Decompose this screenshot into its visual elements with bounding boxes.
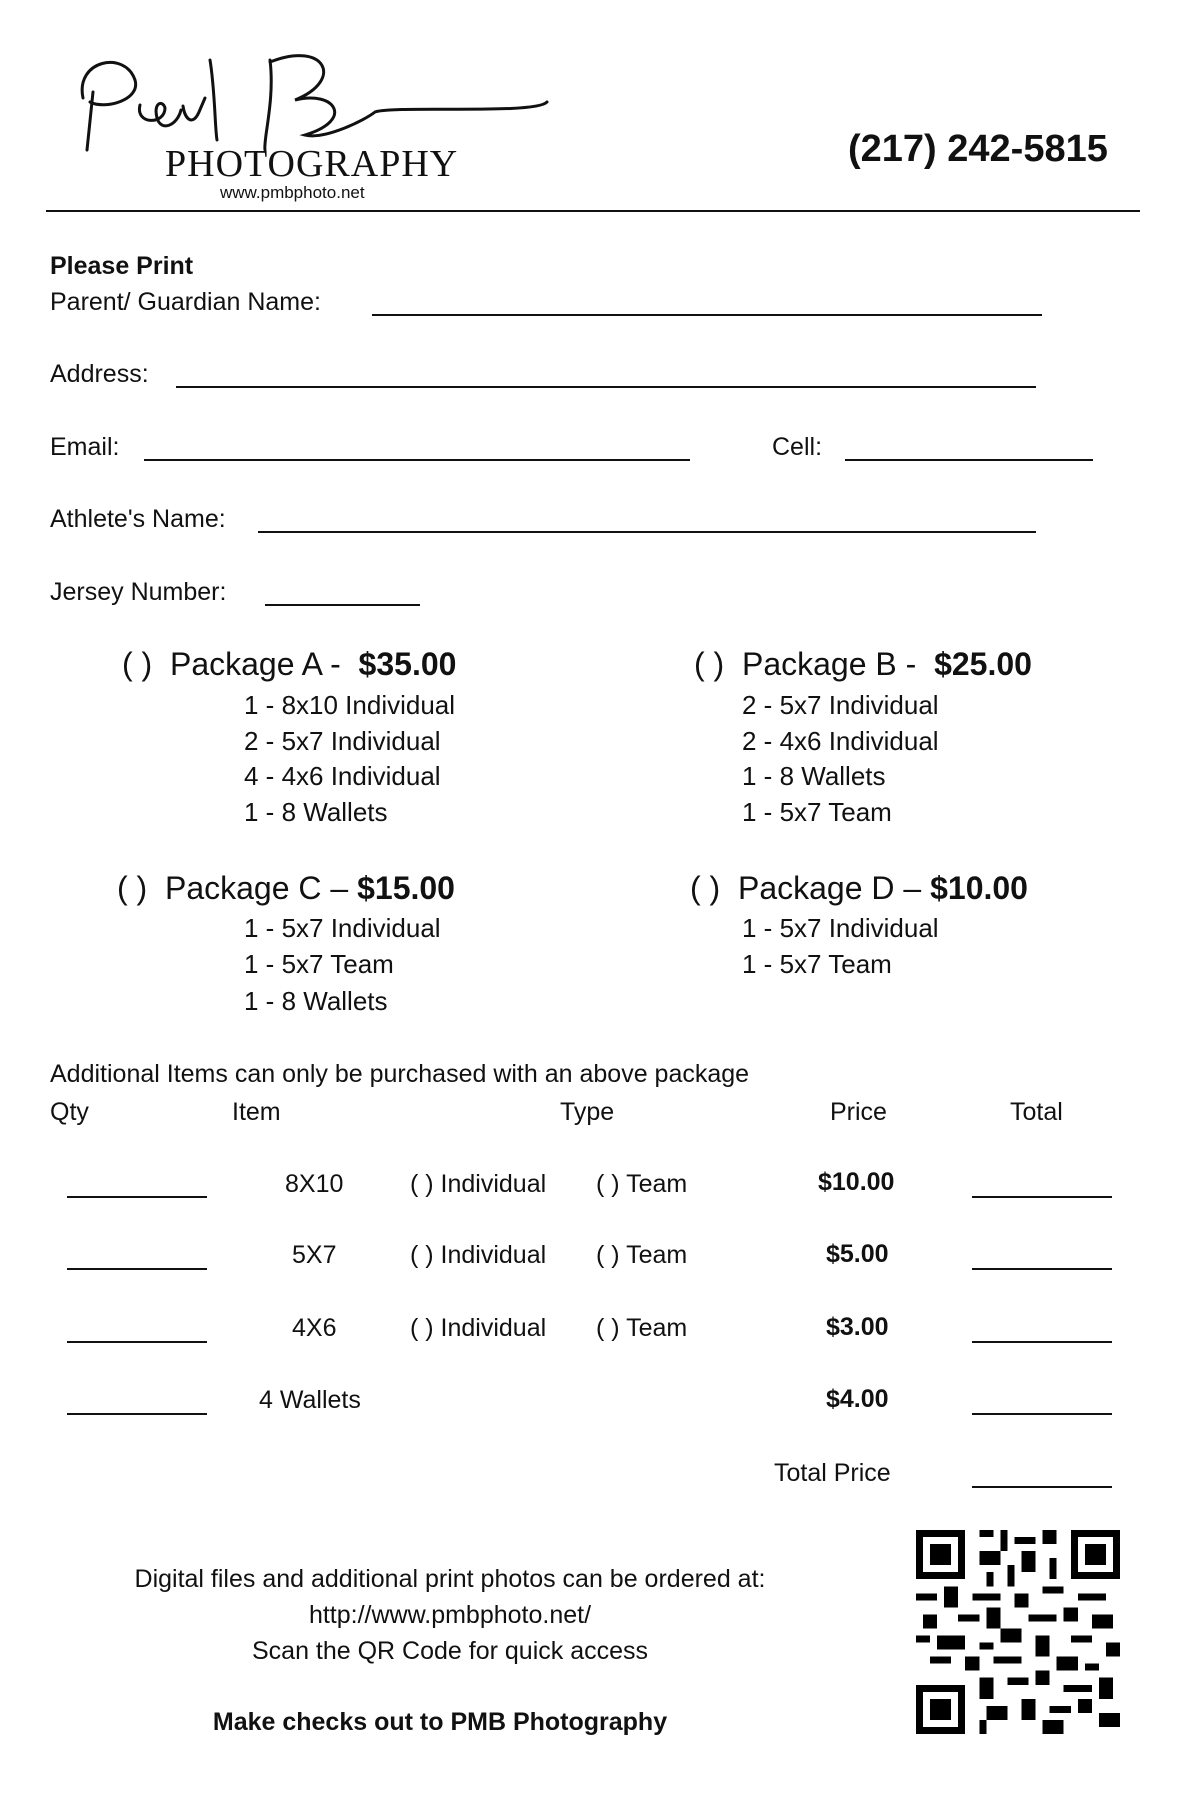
parent-name-label: Parent/ Guardian Name:	[50, 288, 321, 316]
email-label: Email:	[50, 433, 120, 461]
package-a-name: Package A -	[169, 646, 341, 682]
package-a-item: 2 - 5x7 Individual	[244, 726, 441, 756]
email-field[interactable]	[144, 459, 690, 461]
package-d-name: Package D –	[737, 870, 922, 906]
type-team-option[interactable]: ( ) Team	[596, 1314, 688, 1342]
total-field[interactable]	[972, 1196, 1112, 1198]
item-name: 4 Wallets	[259, 1386, 361, 1414]
package-b-name: Package B -	[741, 646, 917, 682]
type-team-option[interactable]: ( ) Team	[596, 1170, 688, 1198]
parent-name-field[interactable]	[372, 314, 1042, 316]
jersey-number-label: Jersey Number:	[50, 578, 227, 606]
col-header-item: Item	[232, 1098, 281, 1126]
package-a-item: 1 - 8x10 Individual	[244, 690, 456, 720]
package-a-title[interactable]	[122, 646, 456, 683]
package-b-checkbox[interactable]: ( )	[694, 646, 725, 682]
item-price: $4.00	[826, 1385, 889, 1413]
footer-checks-note: Make checks out to PMB Photography	[212, 1708, 668, 1736]
package-d-item: 1 - 5x7 Team	[742, 949, 892, 979]
qty-field[interactable]	[67, 1413, 207, 1415]
header-divider	[46, 210, 1140, 212]
please-print-label: Please Print	[50, 252, 194, 280]
footer-order-note: Digital files and additional print photos can be ordered at:	[134, 1565, 766, 1593]
type-individual-option[interactable]: ( ) Individual	[410, 1314, 547, 1342]
package-b-price: $25.00	[934, 646, 1032, 682]
package-c-price: $15.00	[357, 870, 455, 906]
athlete-name-label: Athlete's Name:	[50, 505, 226, 533]
package-c-title[interactable]	[117, 870, 455, 907]
package-a-checkbox[interactable]: ( )	[122, 646, 153, 682]
package-b-item: 1 - 5x7 Team	[742, 797, 892, 827]
type-individual-option[interactable]: ( ) Individual	[410, 1170, 547, 1198]
footer-qr-note: Scan the QR Code for quick access	[251, 1637, 649, 1665]
additional-items-note: Additional Items can only be purchased with an above package	[50, 1060, 750, 1088]
package-b-item: 2 - 4x6 Individual	[742, 726, 939, 756]
address-label: Address:	[50, 360, 149, 388]
col-header-total: Total	[1010, 1098, 1063, 1126]
package-c-item: 1 - 8 Wallets	[244, 986, 388, 1016]
cell-field[interactable]	[845, 459, 1093, 461]
qty-field[interactable]	[67, 1196, 207, 1198]
package-b-title[interactable]	[694, 646, 1032, 683]
total-price-label: Total Price	[774, 1459, 891, 1487]
jersey-number-field[interactable]	[265, 604, 420, 606]
item-name: 4X6	[292, 1314, 337, 1342]
col-header-type: Type	[560, 1098, 615, 1126]
package-d-price: $10.00	[930, 870, 1028, 906]
package-a-price: $35.00	[358, 646, 457, 682]
logo-url: www.pmbphoto.net	[220, 183, 365, 202]
type-team-option[interactable]: ( ) Team	[596, 1241, 688, 1269]
qty-field[interactable]	[67, 1341, 207, 1343]
package-c-item: 1 - 5x7 Individual	[244, 913, 441, 943]
phone-number: (217) 242-5815	[848, 128, 1108, 170]
total-field[interactable]	[972, 1341, 1112, 1343]
item-name: 8X10	[285, 1170, 344, 1198]
item-price: $3.00	[826, 1313, 889, 1341]
total-field[interactable]	[972, 1268, 1112, 1270]
footer-url[interactable]: http://www.pmbphoto.net/	[308, 1601, 592, 1629]
item-name: 5X7	[292, 1241, 337, 1269]
col-header-price: Price	[830, 1098, 887, 1126]
package-a-item: 4 - 4x6 Individual	[244, 761, 441, 791]
item-price: $5.00	[826, 1240, 889, 1268]
logo-photography: PHOTOGRAPHY	[165, 143, 459, 185]
col-header-qty: Qty	[50, 1098, 89, 1126]
package-d-checkbox[interactable]: ( )	[690, 870, 721, 906]
athlete-name-field[interactable]	[258, 531, 1036, 533]
qr-code-icon	[916, 1530, 1120, 1734]
address-field[interactable]	[176, 386, 1036, 388]
total-price-field[interactable]	[972, 1486, 1112, 1488]
cell-label: Cell:	[772, 433, 823, 461]
package-b-item: 1 - 8 Wallets	[742, 761, 886, 791]
type-individual-option[interactable]: ( ) Individual	[410, 1241, 547, 1269]
package-c-name: Package C –	[164, 870, 349, 906]
package-d-item: 1 - 5x7 Individual	[742, 913, 939, 943]
total-field[interactable]	[972, 1413, 1112, 1415]
package-d-title[interactable]	[690, 870, 1028, 907]
qty-field[interactable]	[67, 1268, 207, 1270]
package-c-checkbox[interactable]: ( )	[117, 870, 148, 906]
package-b-item: 2 - 5x7 Individual	[742, 690, 939, 720]
package-c-item: 1 - 5x7 Team	[244, 949, 394, 979]
package-a-item: 1 - 8 Wallets	[244, 797, 388, 827]
item-price: $10.00	[818, 1168, 895, 1196]
